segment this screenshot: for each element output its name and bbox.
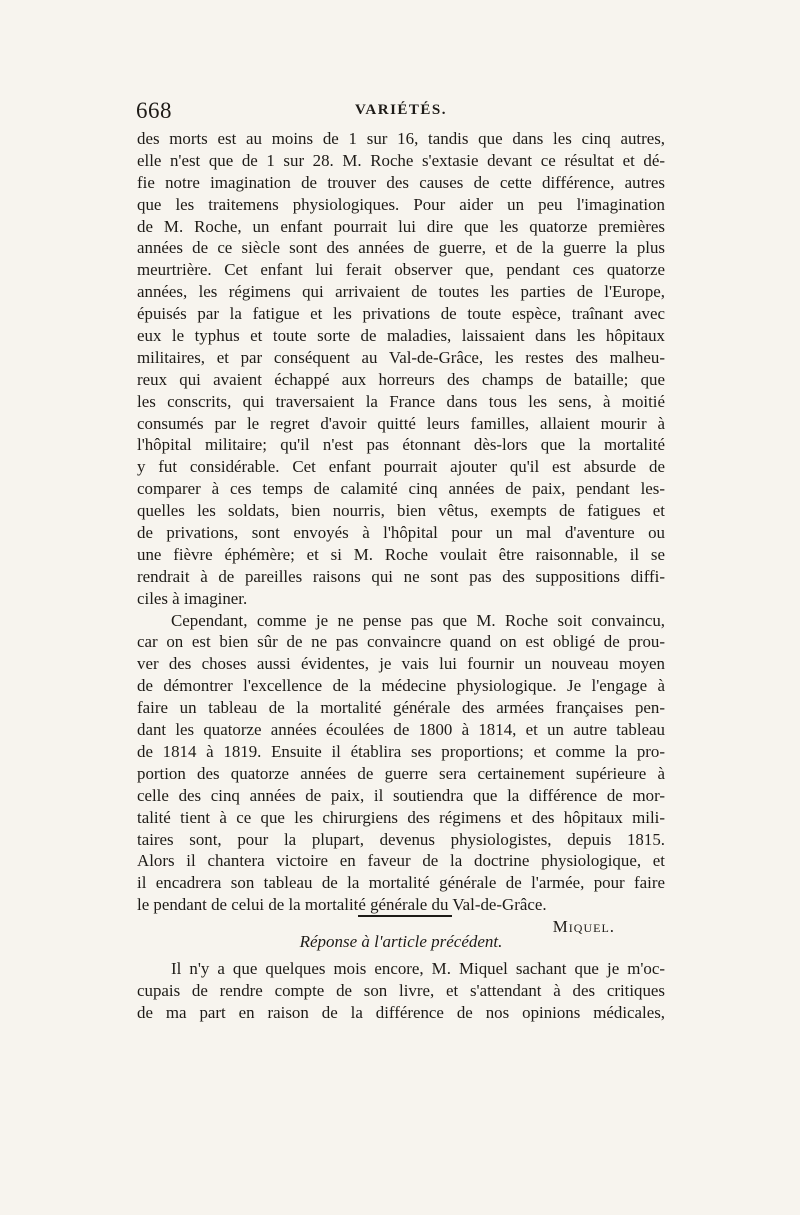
article-body [137, 128, 665, 938]
text-line: de 1814 à 1819. Ensuite il établira ses proportions; et comme la pro- [137, 741, 665, 761]
text-line: portion des quatorze années de guerre sera certainement supérieure à [137, 763, 665, 783]
text-line: eux le typhus et toute sorte de maladies, laissaient dans les hôpitaux [137, 326, 665, 346]
text-line: meurtrière. Cet enfant lui ferait observer que, pendant ces quatorze [137, 260, 665, 280]
text-line: dant les quatorze années écoulées de 1800 à 1814, et un autre tableau [137, 720, 665, 740]
text-line: consumés par le regret d'avoir quitté leurs familles, allaient mourir à [137, 413, 665, 433]
text-line: épuisés par la fatigue et les privations de toute espèce, traînant avec [137, 304, 665, 324]
text-line: fie notre imagination de trouver des causes de cette différence, autres [137, 172, 665, 192]
section-divider [358, 915, 452, 917]
text-line: Cependant, comme je ne pense pas que M. Roche soit convaincu, [171, 610, 665, 630]
text-line: comparer à ces temps de calamité cinq années de paix, pendant les- [137, 479, 665, 499]
text-line: Alors il chantera victoire en faveur de la doctrine physiologique, et [137, 851, 665, 871]
text-line: quelles les soldats, bien nourris, bien vêtus, exempts de fatigues et [137, 501, 665, 521]
text-line: ciles à imaginer. [137, 588, 248, 608]
response-title: Réponse à l'article précédent. [299, 932, 503, 951]
text-line: militaires, et par conséquent au Val-de-Grâce, les restes des malheu- [137, 347, 665, 367]
text-line: Il n'y a que quelques mois encore, M. Miquel sachant que je m'oc- [171, 959, 665, 978]
text-line: de privations, sont envoyés à l'hôpital pour un mal d'aventure ou [137, 523, 665, 543]
paragraph-2 [137, 610, 665, 916]
page-header [136, 98, 666, 126]
text-line: le pendant de celui de la mortalité générale du Val-de-Grâce. [137, 895, 547, 915]
text-line: celle des cinq années de paix, il soutiendra que la différence de mor- [137, 785, 665, 805]
text-line: faire un tableau de la mortalité générale des armées françaises pen- [137, 698, 665, 718]
text-line: de démontrer l'excellence de la médecine physiologique. Je l'engage à [137, 676, 665, 696]
paragraph-1 [137, 128, 665, 610]
text-line: cupais de rendre compte de son livre, et s'attendant à des critiques [137, 980, 665, 1000]
text-line: que les traitemens physiologiques. Pour aider un peu l'imagination [137, 194, 665, 214]
text-line: elle n'est que de 1 sur 28. M. Roche s'extasie devant ce résultat et dé- [137, 150, 665, 170]
text-line: reux qui avaient échappé aux horreurs des champs de bataille; que [137, 369, 665, 389]
text-line: ver des choses aussi évidentes, je vais lui fournir un nouveau moyen [137, 654, 665, 674]
text-line: de ma part en raison de la différence de nos opinions médicales, [137, 1002, 665, 1022]
text-line: des morts est au moins de 1 sur 16, tandis que dans les cinq autres, [137, 129, 665, 148]
text-line: l'hôpital militaire; qu'il n'est pas étonnant dès-lors que la mortalité [137, 435, 665, 455]
response-body [137, 958, 665, 1024]
text-line: de M. Roche, un enfant pourrait lui dire que les quatorze premières [137, 216, 665, 236]
page-number: 668 [136, 98, 172, 123]
text-line: y fut considérable. Cet enfant pourrait ajouter qu'il est absurde de [137, 457, 665, 477]
text-line: années, les régimens qui arrivaient de toutes les parties de l'Europe, [137, 282, 665, 302]
text-line: les conscrits, qui traversaient la France dans tous les sens, à moitié [137, 391, 665, 411]
running-title: VARIÉTÉS. [355, 102, 448, 118]
text-line: rendrait à de pareilles raisons qui ne sont pas des suppositions diffi- [137, 566, 665, 586]
text-line: années de ce siècle sont des années de guerre, et de la guerre la plus [137, 238, 665, 258]
text-line: il encadrera son tableau de la mortalité générale de l'armée, pour faire [137, 873, 665, 893]
text-line: une fièvre éphémère; et si M. Roche voulait être raisonnable, il se [137, 544, 665, 564]
text-line: taires sont, pour la plupart, devenus physiologistes, depuis 1815. [137, 829, 665, 849]
author-signature: Miquel. [552, 917, 615, 937]
text-line: talité tient à ce que les chirurgiens des régimens et des hôpitaux mili- [137, 807, 665, 827]
text-line: car on est bien sûr de ne pas convaincre quand on est obligé de prou- [137, 632, 665, 652]
